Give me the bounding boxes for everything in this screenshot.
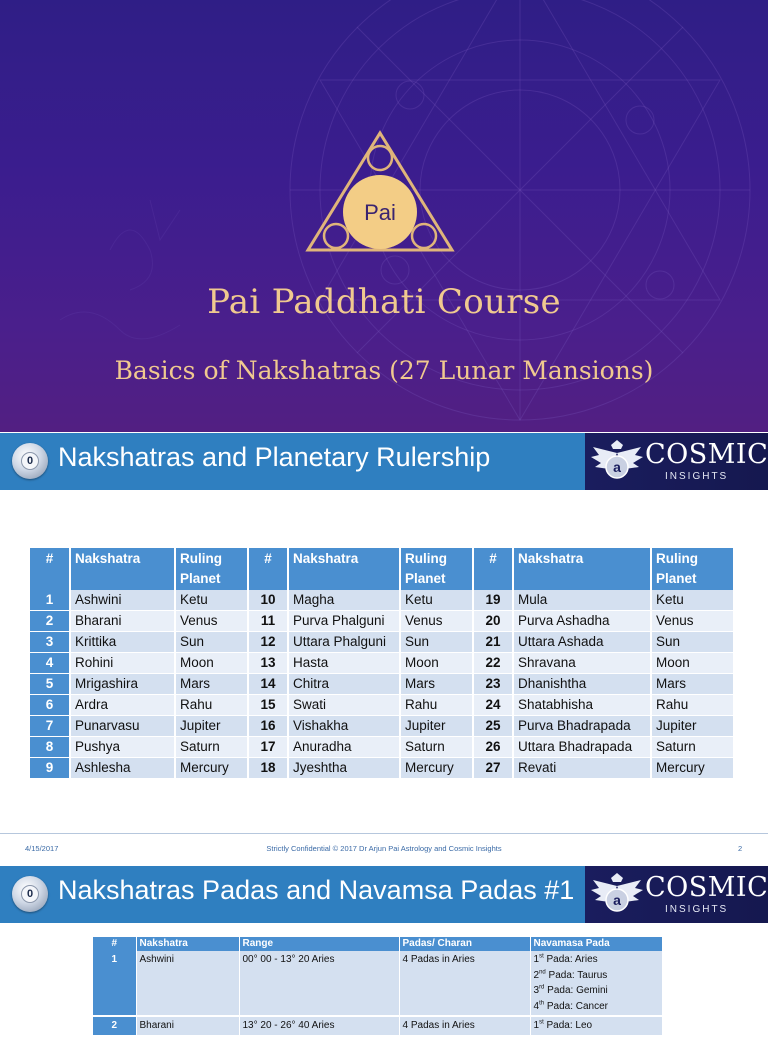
slide-badge-icon bbox=[12, 443, 48, 479]
table-cell: Mercury bbox=[400, 758, 473, 779]
table-cell: Saturn bbox=[400, 737, 473, 758]
pada-ordinal: rd bbox=[539, 984, 545, 991]
table-cell: Ardra bbox=[70, 695, 175, 716]
cosmic-insights-logo bbox=[585, 433, 768, 490]
table-cell: 12 bbox=[248, 632, 288, 653]
navamsa-line bbox=[534, 968, 659, 984]
padas-table bbox=[93, 937, 663, 1037]
table-cell: Uttara Ashada bbox=[513, 632, 651, 653]
slide-badge-number: 0 bbox=[21, 885, 39, 903]
slide3-header bbox=[0, 866, 768, 923]
pada-sign: Pada: Aries bbox=[543, 954, 598, 965]
navamsa-cell bbox=[530, 1016, 662, 1036]
table-cell: 4 bbox=[30, 653, 70, 674]
table-header-cell: Navamasa Pada bbox=[530, 937, 662, 951]
table-cell: Chitra bbox=[288, 674, 400, 695]
pada-sign: Pada: Cancer bbox=[544, 1000, 609, 1012]
table-header-cell: # bbox=[248, 548, 288, 590]
title-slide bbox=[0, 0, 768, 432]
pada-number: 1 bbox=[533, 1020, 540, 1031]
table-cell: Hasta bbox=[288, 653, 400, 674]
winged-emblem-icon bbox=[589, 872, 645, 918]
table-cell: Ashwini bbox=[136, 951, 239, 1016]
pai-logo bbox=[300, 128, 460, 258]
navamsa-line bbox=[534, 1018, 659, 1034]
footer-page-number: 2 bbox=[738, 844, 743, 853]
table-cell: Magha bbox=[288, 590, 400, 611]
table-cell: Mars bbox=[175, 674, 248, 695]
brand-name: COSMIC bbox=[645, 872, 768, 903]
table-cell: 00° 00 - 13° 20 Aries bbox=[239, 951, 399, 1016]
table-header-cell: Nakshatra bbox=[513, 548, 651, 590]
pada-number: 4 bbox=[533, 1000, 540, 1012]
table-cell: 17 bbox=[248, 737, 288, 758]
table-cell: 10 bbox=[248, 590, 288, 611]
table-cell: 23 bbox=[473, 674, 513, 695]
table-cell: 6 bbox=[30, 695, 70, 716]
table-cell: Bharani bbox=[136, 1016, 239, 1036]
table-cell: Saturn bbox=[175, 737, 248, 758]
pada-ordinal: st bbox=[539, 953, 544, 960]
course-subtitle: Basics of Nakshatras (27 Lunar Mansions) bbox=[114, 356, 654, 385]
table-cell: 14 bbox=[248, 674, 288, 695]
table-cell: Swati bbox=[288, 695, 400, 716]
brand-badge-letter: a bbox=[613, 459, 621, 475]
table-row bbox=[30, 737, 734, 758]
table-cell: 2 bbox=[30, 611, 70, 632]
table-cell: Vishakha bbox=[288, 716, 400, 737]
table-cell: 26 bbox=[473, 737, 513, 758]
table-cell: 22 bbox=[473, 653, 513, 674]
table-cell: Ketu bbox=[651, 590, 734, 611]
table-cell: 25 bbox=[473, 716, 513, 737]
table-cell: Sun bbox=[400, 632, 473, 653]
table-cell: 4 Padas in Aries bbox=[399, 1016, 530, 1036]
table-cell: Purva Ashadha bbox=[513, 611, 651, 632]
table-cell: Saturn bbox=[651, 737, 734, 758]
table-row bbox=[30, 758, 734, 779]
table-cell: 15 bbox=[248, 695, 288, 716]
table-cell: 27 bbox=[473, 758, 513, 779]
table-row bbox=[30, 674, 734, 695]
table-cell: Moon bbox=[400, 653, 473, 674]
table-row bbox=[30, 611, 734, 632]
footer-confidential: Strictly Confidential © 2017 Dr Arjun Pai Astrology and Cosmic Insights bbox=[266, 844, 502, 853]
table-cell: 9 bbox=[30, 758, 70, 779]
table-cell: Rahu bbox=[651, 695, 734, 716]
slide2-header bbox=[0, 433, 768, 490]
table-row bbox=[30, 653, 734, 674]
table-cell: 20 bbox=[473, 611, 513, 632]
table-cell: 7 bbox=[30, 716, 70, 737]
slide-badge-icon bbox=[12, 876, 48, 912]
table-header-cell: Nakshatra bbox=[136, 937, 239, 951]
table-cell: Uttara Phalguni bbox=[288, 632, 400, 653]
pada-number: 1 bbox=[533, 954, 540, 965]
cosmic-insights-logo bbox=[585, 866, 768, 923]
table-header-cell: # bbox=[473, 548, 513, 590]
table-header-cell: # bbox=[93, 937, 136, 951]
table-cell: Mars bbox=[651, 674, 734, 695]
pada-ordinal: th bbox=[539, 1000, 545, 1007]
table-row bbox=[93, 951, 662, 1016]
table-cell: Moon bbox=[651, 653, 734, 674]
table-cell: Jyeshtha bbox=[288, 758, 400, 779]
table-cell: Venus bbox=[651, 611, 734, 632]
table-cell: Pushya bbox=[70, 737, 175, 758]
table-cell: 13° 20 - 26° 40 Aries bbox=[239, 1016, 399, 1036]
table-cell: Shravana bbox=[513, 653, 651, 674]
pada-sign: Pada: Gemini bbox=[544, 985, 608, 996]
pada-number: 3 bbox=[533, 985, 540, 996]
table-cell: Bharani bbox=[70, 611, 175, 632]
table-cell: Rohini bbox=[70, 653, 175, 674]
table-row bbox=[30, 632, 734, 653]
slide3-title: Nakshatras Padas and Navamsa Padas #1 bbox=[58, 875, 575, 905]
table-cell: Rahu bbox=[175, 695, 248, 716]
table-header-cell: Nakshatra bbox=[70, 548, 175, 590]
navamsa-line bbox=[534, 952, 659, 968]
course-title: Pai Paddhati Course bbox=[207, 282, 561, 322]
table-cell: 19 bbox=[473, 590, 513, 611]
table-cell: Revati bbox=[513, 758, 651, 779]
brand-name: COSMIC bbox=[645, 439, 768, 470]
rulership-table bbox=[30, 548, 735, 779]
table-header-cell: Nakshatra bbox=[288, 548, 400, 590]
table-cell: Mars bbox=[400, 674, 473, 695]
table-cell: Punarvasu bbox=[70, 716, 175, 737]
table-cell: 1 bbox=[93, 951, 136, 1016]
slide2-title: Nakshatras and Planetary Rulership bbox=[58, 442, 491, 472]
table-cell: 1 bbox=[30, 590, 70, 611]
pada-ordinal: nd bbox=[539, 969, 546, 976]
table-cell: Ashlesha bbox=[70, 758, 175, 779]
table-cell: Venus bbox=[175, 611, 248, 632]
table-cell: Moon bbox=[175, 653, 248, 674]
navamsa-cell bbox=[530, 951, 662, 1016]
table-cell: Purva Bhadrapada bbox=[513, 716, 651, 737]
table-header-cell: Ruling Planet bbox=[651, 548, 734, 590]
table-cell: Sun bbox=[175, 632, 248, 653]
table-cell: Ketu bbox=[400, 590, 473, 611]
table-header-cell: Ruling Planet bbox=[175, 548, 248, 590]
table-cell: 24 bbox=[473, 695, 513, 716]
table-cell: Mercury bbox=[651, 758, 734, 779]
winged-emblem-icon bbox=[589, 439, 645, 485]
table-header-cell: Range bbox=[239, 937, 399, 951]
brand-sub: INSIGHTS bbox=[665, 471, 729, 482]
table-cell: Jupiter bbox=[400, 716, 473, 737]
footer-divider bbox=[0, 833, 768, 834]
table-cell: Krittika bbox=[70, 632, 175, 653]
footer-date: 4/15/2017 bbox=[25, 844, 59, 853]
brand-badge-letter: a bbox=[613, 892, 621, 908]
pada-sign: Pada: Leo bbox=[543, 1020, 593, 1031]
table-cell: Venus bbox=[400, 611, 473, 632]
table-cell: Jupiter bbox=[651, 716, 734, 737]
pada-number: 2 bbox=[533, 969, 540, 981]
table-cell: Mrigashira bbox=[70, 674, 175, 695]
table-cell: Sun bbox=[651, 632, 734, 653]
table-cell: 13 bbox=[248, 653, 288, 674]
table-cell: 16 bbox=[248, 716, 288, 737]
table-cell: Rahu bbox=[400, 695, 473, 716]
table-cell: 21 bbox=[473, 632, 513, 653]
table-header-cell: # bbox=[30, 548, 70, 590]
table-cell: 8 bbox=[30, 737, 70, 758]
table-cell: Jupiter bbox=[175, 716, 248, 737]
pada-ordinal: st bbox=[539, 1019, 544, 1026]
table-row bbox=[30, 695, 734, 716]
navamsa-line bbox=[534, 983, 659, 999]
table-cell: 3 bbox=[30, 632, 70, 653]
brand-sub: INSIGHTS bbox=[665, 904, 729, 915]
table-cell: 5 bbox=[30, 674, 70, 695]
table-cell: Ketu bbox=[175, 590, 248, 611]
table-cell: Dhanishtha bbox=[513, 674, 651, 695]
table-cell: 4 Padas in Aries bbox=[399, 951, 530, 1016]
table-cell: Mercury bbox=[175, 758, 248, 779]
table-row bbox=[93, 1016, 662, 1036]
table-cell: Purva Phalguni bbox=[288, 611, 400, 632]
pada-sign: Pada: Taurus bbox=[545, 969, 608, 981]
table-cell: Mula bbox=[513, 590, 651, 611]
table-cell: 18 bbox=[248, 758, 288, 779]
table-cell: Shatabhisha bbox=[513, 695, 651, 716]
table-row bbox=[30, 590, 734, 611]
table-row bbox=[30, 716, 734, 737]
slide-badge-number: 0 bbox=[21, 452, 39, 470]
navamsa-line bbox=[534, 999, 659, 1015]
table-header-cell: Padas/ Charan bbox=[399, 937, 530, 951]
table-header-cell: Ruling Planet bbox=[400, 548, 473, 590]
table-cell: 11 bbox=[248, 611, 288, 632]
table-cell: Anuradha bbox=[288, 737, 400, 758]
table-cell: 2 bbox=[93, 1016, 136, 1036]
table-cell: Uttara Bhadrapada bbox=[513, 737, 651, 758]
table-cell: Ashwini bbox=[70, 590, 175, 611]
logo-text: Pai bbox=[364, 200, 396, 225]
